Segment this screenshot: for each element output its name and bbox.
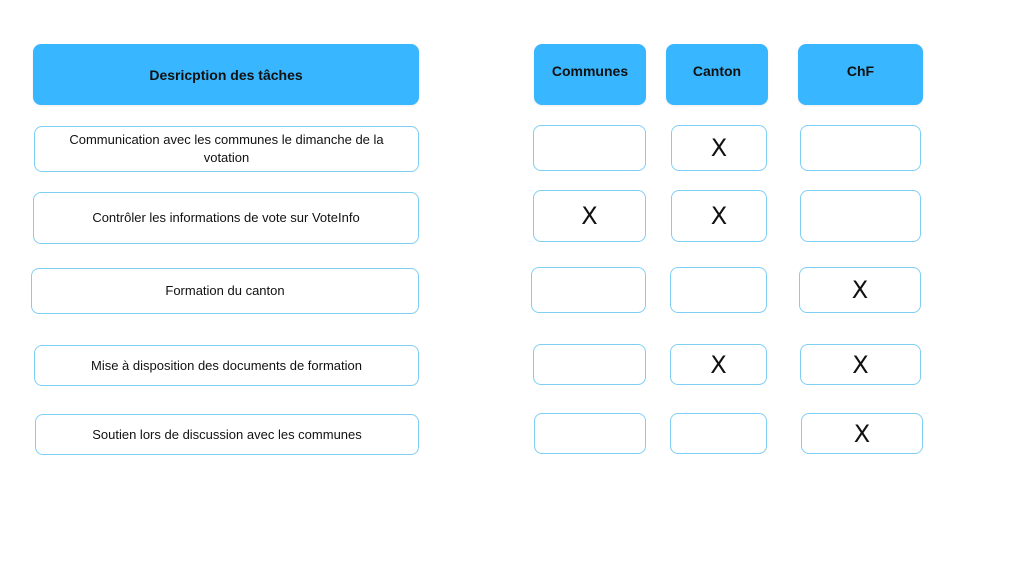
cell-row-2-canton: X [671,190,767,242]
cell-row-4-communes [533,344,646,385]
cell-row-5-chf: X [801,413,923,454]
cell-row-2-communes: X [533,190,646,242]
cell-row-4-canton: X [670,344,767,385]
cell-row-3-communes [531,267,646,313]
task-row-2: Contrôler les informations de vote sur VoteInfo [33,192,419,244]
cell-row-1-chf [800,125,921,171]
task-description-header: Desricption des tâches [33,44,419,105]
task-row-4: Mise à disposition des documents de formation [34,345,419,386]
cell-row-2-chf [800,190,921,242]
canton-column-header: Canton [666,44,768,105]
cell-row-3-chf: X [799,267,921,313]
cell-row-5-canton [670,413,767,454]
task-row-1: Communication avec les communes le dimanche de la votation [34,126,419,172]
cell-row-1-canton: X [671,125,767,171]
chf-column-header: ChF [798,44,923,105]
cell-row-1-communes [533,125,646,171]
communes-column-header: Communes [534,44,646,105]
cell-row-5-communes [534,413,646,454]
task-row-5: Soutien lors de discussion avec les communes [35,414,419,455]
cell-row-3-canton [670,267,767,313]
task-row-3: Formation du canton [31,268,419,314]
cell-row-4-chf: X [800,344,921,385]
